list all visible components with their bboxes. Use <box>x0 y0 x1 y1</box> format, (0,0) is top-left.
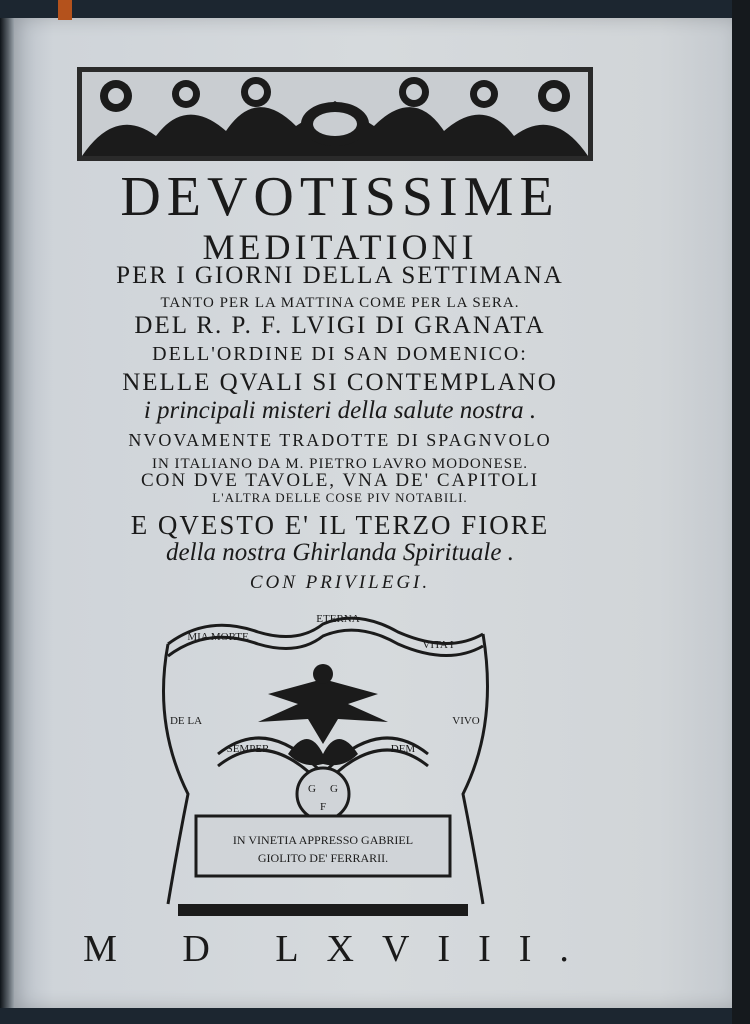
globe-letter-2: G <box>330 783 338 795</box>
contents-line-8: i principali misteri della salute nostra . <box>143 397 537 424</box>
inner-left-text: SEMPER <box>226 743 270 755</box>
globe-letter-1: G <box>308 783 316 795</box>
series-line-14: della nostra Ghirlanda Spirituale . <box>166 539 514 566</box>
right-border <box>732 0 750 1024</box>
banner-right-text: VITA I <box>422 639 454 651</box>
globe-letter-3: F <box>319 801 327 813</box>
contents-line-7: NELLE QVALI SI CONTEMPLANO <box>122 369 558 396</box>
tables-line-12: L'ALTRA DELLE COSE PIV NOTABILI. <box>212 490 468 505</box>
banner-left-text: MIA MORTE <box>187 631 249 643</box>
translator-line: IN ITALIANO DA M. PIETRO LAVRO MODONESE. <box>151 456 528 472</box>
cartouche-line-2: GIOLITO DE' FERRARII. <box>257 851 389 865</box>
banner-far-left-text: DE LA <box>169 715 203 727</box>
series-line-13: E QVESTO E' IL TERZO FIORE <box>130 510 550 540</box>
bookmark-tab <box>58 0 72 20</box>
title-line-1: DEVOTISSIME <box>120 166 560 228</box>
cartouche-line-1: IN VINETIA APPRESSO GABRIEL <box>232 833 414 847</box>
tables-line-11: CON DVE TAVOLE, VNA DE' CAPITOLI <box>140 470 540 491</box>
title-line-2: MEDITATIONI <box>202 227 478 267</box>
translation-line-9: NVOVAMENTE TRADOTTE DI SPAGNVOLO <box>128 430 552 450</box>
banner-far-right-text: VIVO <box>452 715 480 727</box>
imprint-date: M D LXVIII. <box>83 928 597 970</box>
subtitle-line-4: TANTO PER LA MATTINA COME PER LA SERA. <box>160 295 520 311</box>
book-spine <box>0 18 14 1008</box>
order-line: DELL'ORDINE DI SAN DOMENICO: <box>152 343 528 365</box>
subtitle-line-3: PER I GIORNI DELLA SETTIMANA <box>116 262 564 289</box>
phoenix-printer-mark-icon <box>148 604 498 924</box>
inner-right-text: DEM <box>390 743 416 755</box>
author-line: DEL R. P. F. LVIGI DI GRANATA <box>134 312 546 339</box>
privilege-line: CON PRIVILEGI. <box>249 572 431 593</box>
banner-top-text: ETERNA <box>316 613 360 625</box>
putti-ornament-icon <box>76 66 594 162</box>
